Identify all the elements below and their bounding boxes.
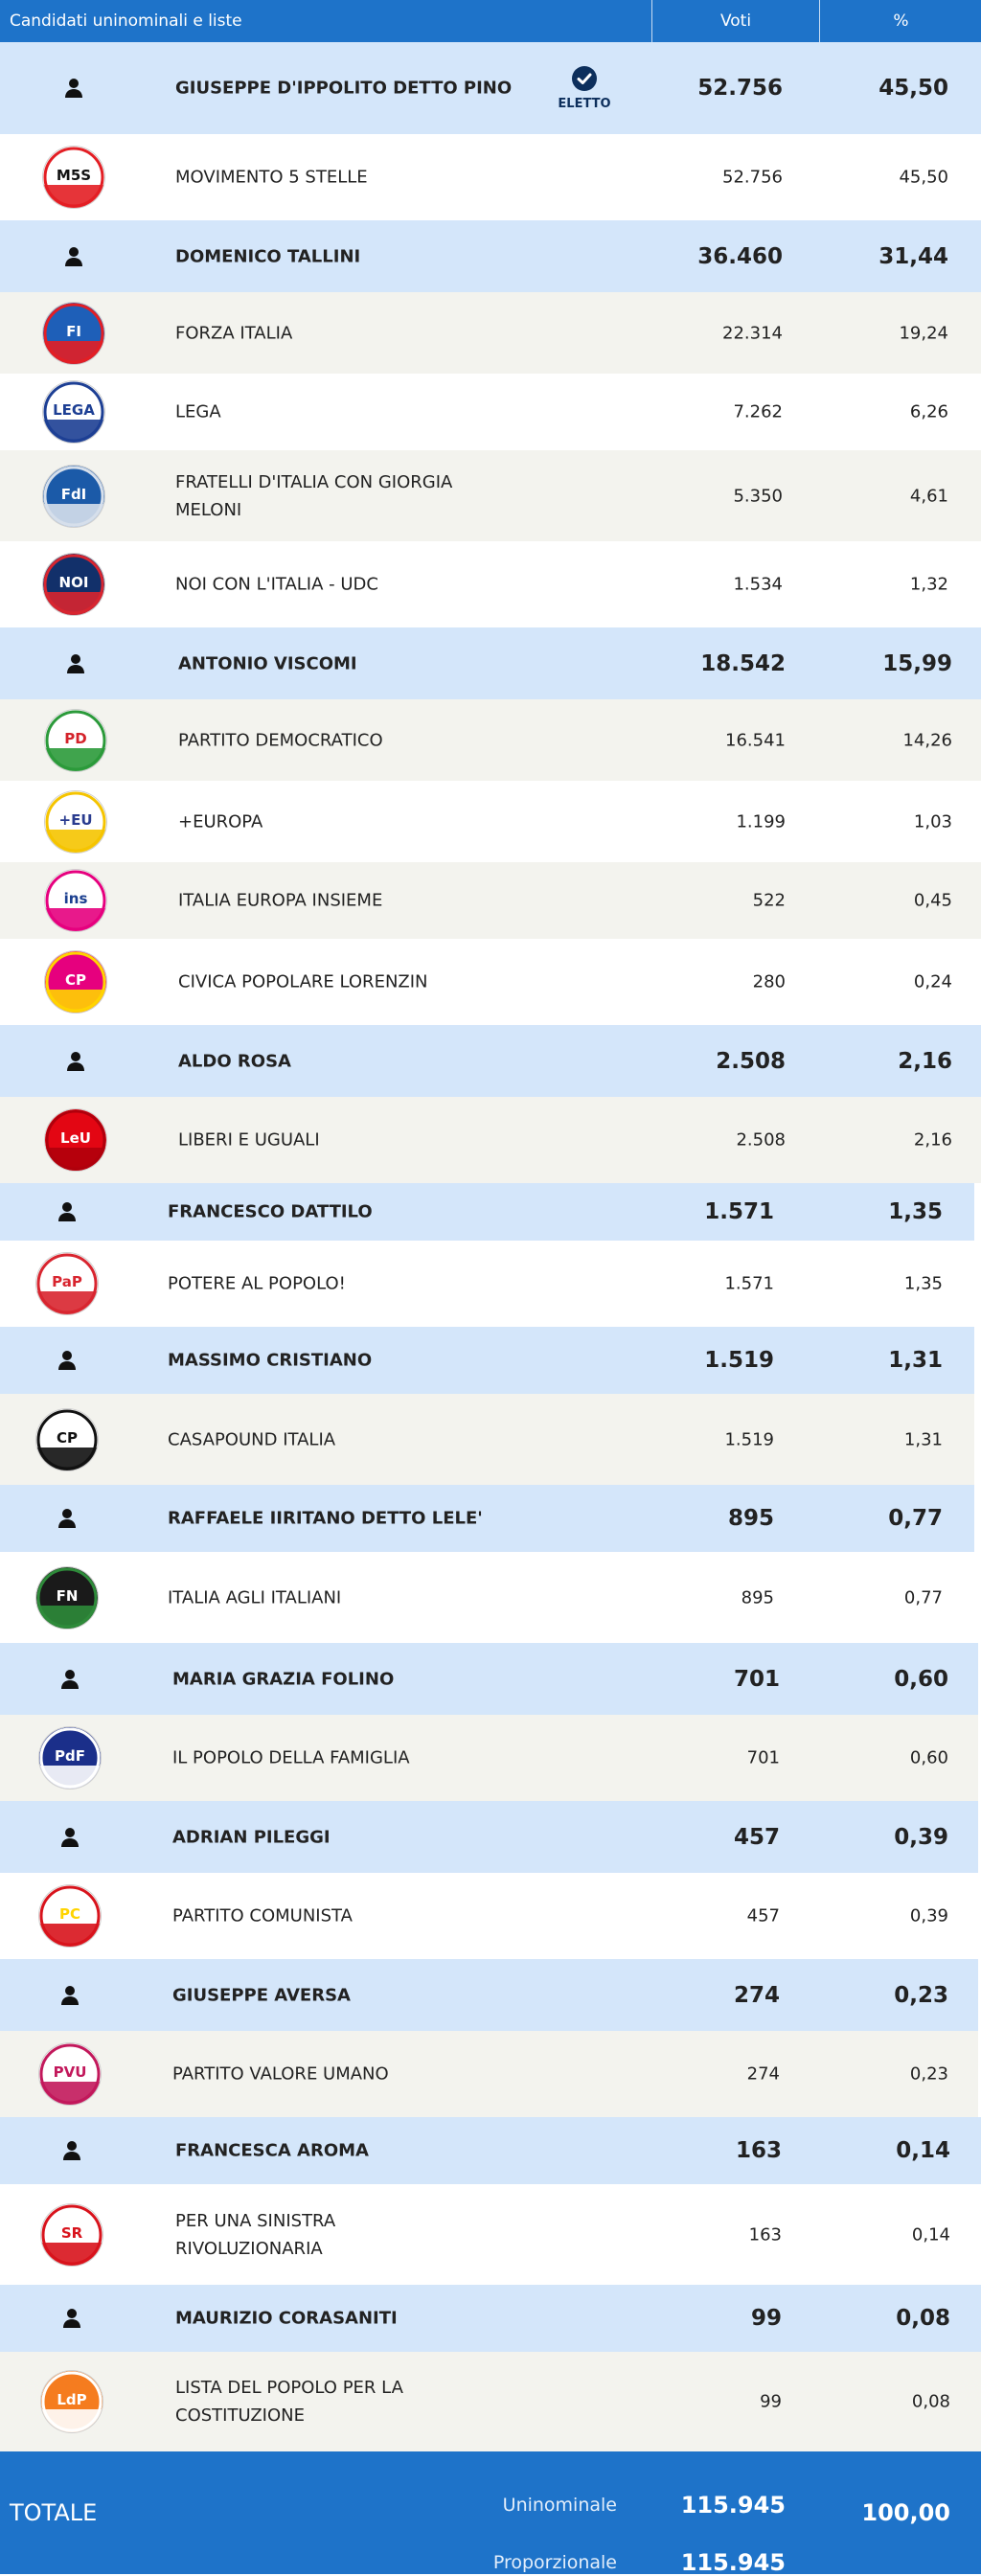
list-row [0, 699, 981, 781]
list-percent: 2,16 [913, 1129, 952, 1151]
svg-text:ins: ins [63, 890, 88, 907]
list-votes: 701 [746, 1747, 780, 1768]
candidate-votes: 52.756 [697, 76, 783, 101]
list-name: POTERE AL POPOLO! [168, 1273, 346, 1294]
candidate-name: ANTONIO VISCOMI [178, 653, 357, 673]
svg-text:LdP: LdP [57, 2391, 87, 2408]
candidate-votes: 36.460 [697, 243, 783, 269]
list-name: FRATELLI D'ITALIA CON GIORGIA MELONI [175, 471, 453, 520]
list-name: PARTITO DEMOCRATICO [178, 730, 383, 750]
candidate-name: GIUSEPPE AVERSA [172, 1985, 351, 2005]
list-percent: 0,60 [909, 1747, 948, 1768]
list-name: PARTITO VALORE UMANO [172, 2063, 389, 2085]
svg-text:PVU: PVU [53, 2063, 87, 2081]
list-percent: 1,03 [913, 811, 952, 832]
candidate-percent: 2,16 [898, 1048, 952, 1074]
person-icon [63, 246, 84, 267]
candidate-percent: 0,23 [894, 1982, 948, 2008]
list-row [0, 781, 981, 862]
list-name: LEGA [175, 401, 221, 422]
header-percent: % [819, 0, 981, 42]
candidate-row [0, 2117, 981, 2184]
list-name: LIBERI E UGUALI [178, 1129, 320, 1151]
candidate-votes: 163 [735, 2138, 782, 2163]
list-percent: 0,23 [909, 2063, 948, 2085]
list-votes: 1.534 [733, 574, 783, 595]
list-percent: 19,24 [899, 323, 948, 343]
list-percent: 45,50 [899, 167, 948, 188]
list-votes: 274 [746, 2063, 780, 2085]
list-percent: 4,61 [909, 486, 948, 506]
person-icon [65, 653, 86, 674]
totals-row [0, 2451, 981, 2574]
candidate-votes: 1.519 [704, 1348, 774, 1373]
candidate-row [0, 2285, 981, 2352]
candidate-name: MASSIMO CRISTIANO [168, 1350, 373, 1371]
totals-label: TOTALE [10, 2499, 98, 2526]
list-name: LISTA DEL POPOLO PER LA COSTITUZIONE [175, 2378, 403, 2426]
list-percent: 0,24 [913, 971, 952, 992]
list-votes: 7.262 [733, 401, 783, 422]
candidate-percent: 45,50 [878, 76, 948, 101]
candidate-percent: 31,44 [878, 243, 948, 269]
fratelli-italia-logo [43, 466, 104, 527]
candidate-votes: 18.542 [700, 650, 786, 676]
list-percent: 0,39 [909, 1905, 948, 1926]
list-percent: 14,26 [902, 730, 952, 750]
candidate-name: RAFFAELE IIRITANO DETTO LELE' [168, 1508, 483, 1529]
candidate-name: DOMENICO TALLINI [175, 246, 361, 266]
candidate-votes: 99 [750, 2306, 782, 2331]
list-row [0, 1552, 974, 1643]
list-row [0, 862, 981, 939]
list-percent: 0,77 [903, 1587, 943, 1607]
lega-logo [43, 381, 104, 443]
noi-con-italia-logo [43, 554, 104, 615]
uninominale-votes: 115.945 [680, 2492, 786, 2519]
list-name: PARTITO COMUNISTA [172, 1905, 353, 1926]
svg-text:SR: SR [60, 2223, 83, 2242]
list-percent: 1,35 [903, 1273, 943, 1294]
list-row [0, 2352, 981, 2451]
person-icon [61, 2308, 82, 2329]
list-votes: 2.508 [736, 1129, 786, 1151]
list-row [0, 2184, 981, 2285]
list-percent: 1,31 [903, 1429, 943, 1449]
list-name: NOI CON L'ITALIA - UDC [175, 574, 378, 595]
svg-text:CP: CP [64, 971, 87, 989]
list-votes: 522 [752, 890, 786, 911]
candidate-row [0, 1801, 978, 1873]
list-percent: 0,14 [911, 2224, 950, 2245]
partito-valore-umano-logo [39, 2043, 101, 2105]
piu-europa-logo [45, 791, 106, 853]
person-icon [59, 1827, 80, 1848]
list-votes: 99 [760, 2391, 782, 2412]
list-votes: 1.199 [736, 811, 786, 832]
header-votes: Voti [651, 0, 819, 42]
list-percent: 6,26 [909, 401, 948, 422]
svg-text:NOI: NOI [58, 574, 89, 591]
list-row [0, 1097, 981, 1183]
liberi-e-uguali-logo [45, 1109, 106, 1171]
list-name: ITALIA AGLI ITALIANI [168, 1587, 342, 1607]
list-row [0, 1241, 974, 1327]
list-row [0, 1715, 978, 1801]
person-icon [57, 1201, 78, 1222]
svg-text:LeU: LeU [60, 1129, 91, 1147]
person-icon [61, 2140, 82, 2161]
person-icon [59, 1985, 80, 2006]
list-name: CIVICA POPOLARE LORENZIN [178, 971, 428, 992]
list-votes: 280 [752, 971, 786, 992]
elected-label: ELETTO [558, 97, 611, 111]
proporzionale-votes: 115.945 [680, 2549, 786, 2576]
candidate-votes: 457 [733, 1824, 780, 1850]
person-icon [65, 1051, 86, 1072]
candidate-votes: 274 [733, 1982, 780, 2008]
svg-text:FN: FN [56, 1586, 79, 1605]
list-name: PER UNA SINISTRA RIVOLUZIONARIA [175, 2210, 336, 2259]
candidate-row [0, 627, 981, 699]
list-name: MOVIMENTO 5 STELLE [175, 167, 368, 188]
candidate-name: FRANCESCA AROMA [175, 2140, 369, 2161]
svg-text:PD: PD [64, 729, 87, 747]
list-row [0, 1394, 974, 1485]
candidate-row [0, 42, 981, 134]
candidate-row [0, 1327, 974, 1394]
civica-popolare-logo [45, 951, 106, 1013]
person-icon [63, 78, 84, 99]
list-row [0, 134, 981, 220]
list-votes: 163 [748, 2224, 782, 2245]
list-name: IL POPOLO DELLA FAMIGLIA [172, 1747, 410, 1768]
list-votes: 457 [746, 1905, 780, 1926]
candidate-row [0, 1959, 978, 2031]
list-row [0, 2031, 978, 2117]
proporzionale-label: Proporzionale [492, 2552, 617, 2573]
forza-italia-logo [43, 303, 104, 364]
list-row [0, 292, 981, 374]
list-row [0, 541, 981, 627]
candidate-name: ALDO ROSA [178, 1051, 291, 1071]
candidate-name: MAURIZIO CORASANITI [175, 2308, 398, 2329]
svg-text:PdF: PdF [55, 1747, 85, 1765]
candidate-percent: 0,08 [896, 2306, 950, 2331]
candidate-votes: 895 [727, 1506, 774, 1531]
candidate-percent: 1,31 [888, 1348, 943, 1373]
candidate-percent: 15,99 [882, 650, 952, 676]
candidate-row [0, 1183, 974, 1241]
candidate-name: GIUSEPPE D'IPPOLITO DETTO PINO [175, 78, 513, 99]
candidate-name: MARIA GRAZIA FOLINO [172, 1669, 395, 1689]
totals-percent: 100,00 [861, 2499, 950, 2526]
list-name: FORZA ITALIA [175, 323, 293, 343]
list-row [0, 939, 981, 1025]
list-row [0, 450, 981, 541]
list-percent: 0,45 [913, 890, 952, 911]
candidate-percent: 0,77 [888, 1506, 943, 1531]
header-candidates: Candidati uninominali e liste [10, 11, 242, 31]
list-name: +EUROPA [178, 811, 263, 832]
list-votes: 22.314 [722, 323, 783, 343]
candidate-row [0, 1485, 974, 1552]
svg-text:LEGA: LEGA [53, 401, 95, 419]
italia-agli-italiani-logo [36, 1567, 98, 1629]
list-votes: 52.756 [722, 167, 783, 188]
svg-text:CP: CP [56, 1428, 79, 1447]
lista-del-popolo-logo [41, 2371, 103, 2432]
candidate-votes: 1.571 [704, 1199, 774, 1224]
uninominale-label: Uninominale [502, 2495, 617, 2516]
table-header [0, 0, 981, 42]
list-percent: 0,08 [911, 2391, 950, 2412]
svg-text:M5S: M5S [56, 167, 92, 184]
casapound-logo [36, 1409, 98, 1470]
candidate-votes: 701 [733, 1666, 780, 1692]
list-votes: 16.541 [725, 730, 786, 750]
candidate-name: FRANCESCO DATTILO [168, 1201, 373, 1222]
candidate-row [0, 220, 981, 292]
list-name: ITALIA EUROPA INSIEME [178, 890, 383, 911]
popolo-famiglia-logo [39, 1727, 101, 1789]
movimento-5-stelle-logo [43, 147, 104, 208]
list-votes: 895 [741, 1587, 774, 1607]
svg-text:FI: FI [66, 322, 81, 340]
person-icon [57, 1350, 78, 1371]
potere-al-popolo-logo [36, 1253, 98, 1314]
candidate-name: ADRIAN PILEGGI [172, 1827, 331, 1847]
italia-europa-insieme-logo [45, 870, 106, 931]
partito-comunista-logo [39, 1885, 101, 1947]
list-percent: 1,32 [909, 574, 948, 595]
partito-democratico-logo [45, 710, 106, 771]
svg-text:FdI: FdI [60, 485, 87, 503]
candidate-row [0, 1643, 978, 1715]
list-name: CASAPOUND ITALIA [168, 1429, 336, 1449]
sinistra-rivoluzionaria-logo [41, 2204, 103, 2266]
check-circle-icon [571, 65, 598, 92]
candidate-percent: 1,35 [888, 1199, 943, 1224]
candidate-percent: 0,60 [894, 1666, 948, 1692]
candidate-percent: 0,39 [894, 1824, 948, 1850]
candidate-percent: 0,14 [896, 2138, 950, 2163]
list-votes: 1.571 [724, 1273, 774, 1294]
list-votes: 1.519 [724, 1429, 774, 1449]
svg-text:PC: PC [58, 1905, 81, 1923]
elected-badge [541, 65, 627, 111]
list-row [0, 374, 981, 450]
candidate-votes: 2.508 [716, 1048, 786, 1074]
person-icon [59, 1669, 80, 1690]
svg-text:+EU: +EU [58, 810, 93, 829]
list-votes: 5.350 [733, 486, 783, 506]
person-icon [57, 1508, 78, 1529]
candidate-row [0, 1025, 981, 1097]
svg-text:PaP: PaP [52, 1273, 82, 1290]
list-row [0, 1873, 978, 1959]
